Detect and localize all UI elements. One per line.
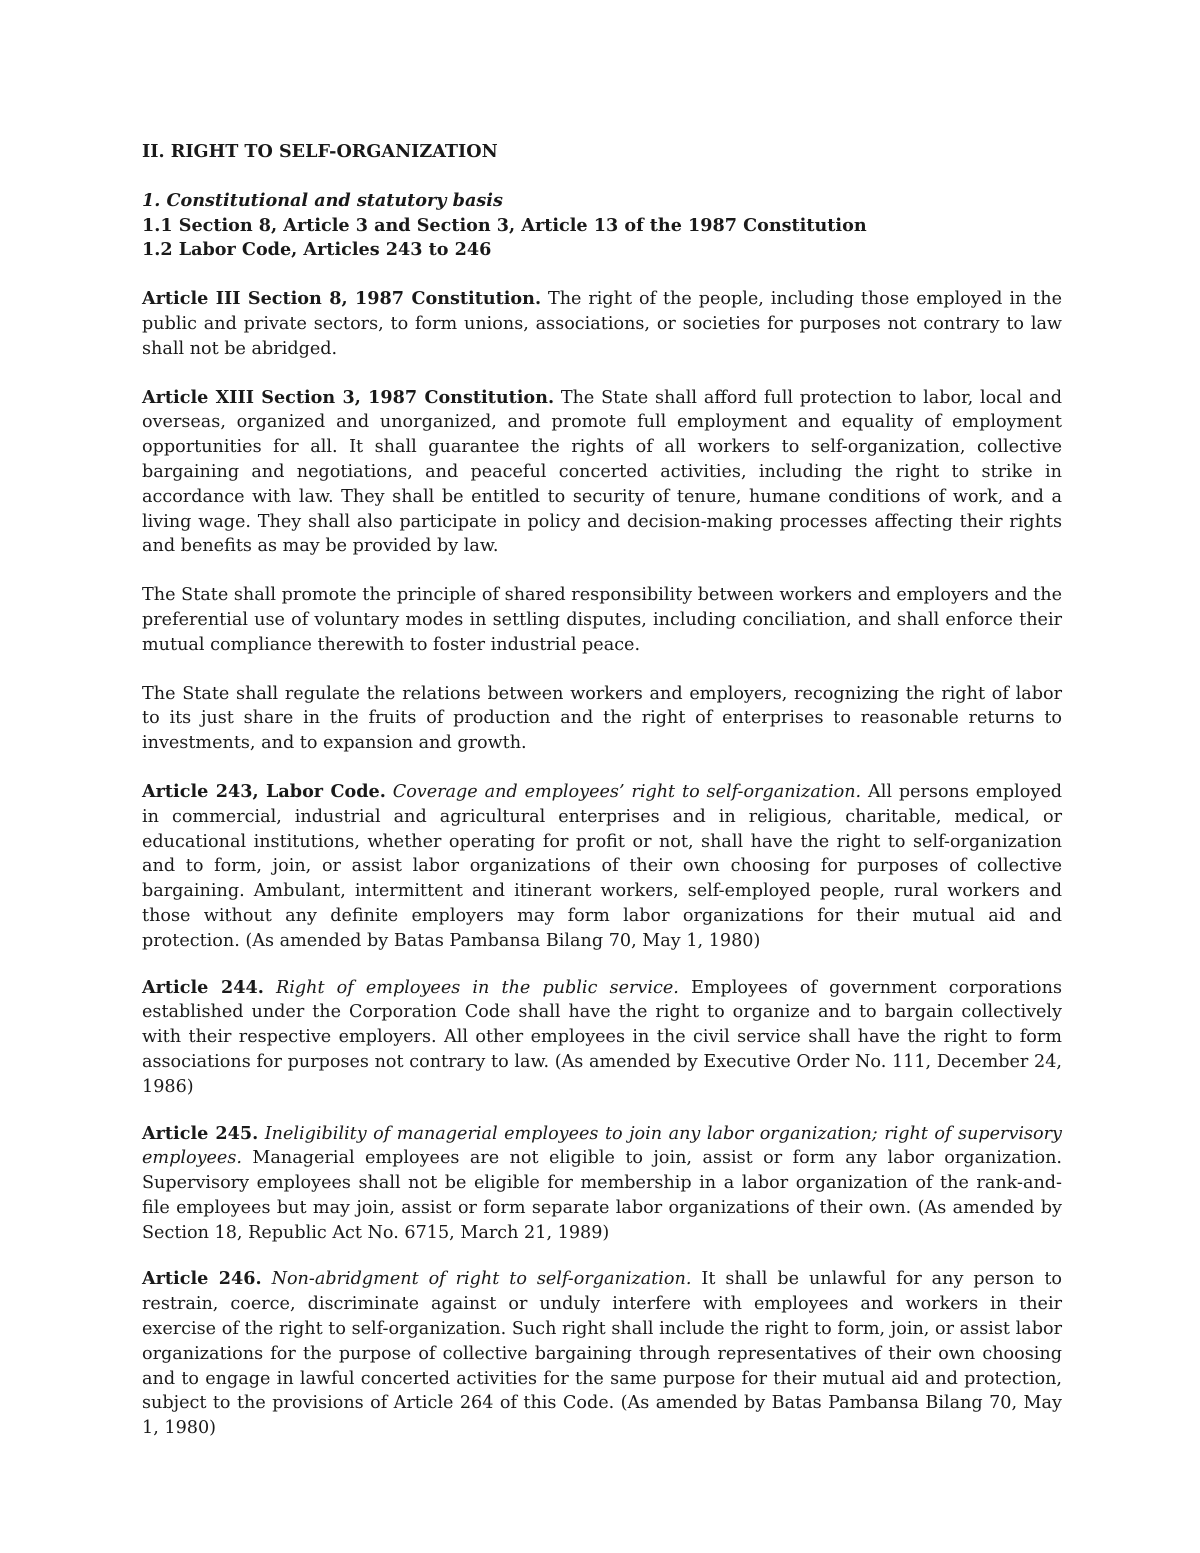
article-3-section-8-body: The right of the people, including those employed in the public and private sectors, to form unions, associations, or societies for purposes not contrary to law shall not be abridged. [142, 289, 1062, 359]
article-243-subtitle: Coverage and employees’ right to self-organization. [385, 781, 862, 802]
article-244-lead: Article 244. [142, 976, 264, 998]
article-244 [142, 976, 1062, 1100]
basis-list [142, 189, 1062, 263]
article-246-subtitle: Non-abridgment of right to self-organization. [261, 1269, 692, 1290]
basis-item-1-2: 1.2 Labor Code, Articles 243 to 246 [142, 239, 492, 261]
article-244-subtitle: Right of employees in the public service. [263, 977, 679, 998]
article-245-body: Managerial employees are not eligible to join, assist or form any labor organization. Supervisory employees shall not be eligible for membership in a labor organization of the rank-and-file employees but may join, assist or form separate labor organizations of their own. (As amended by Section 18, Republic Act No. 6715, March 21, 1989) [142, 1148, 1062, 1243]
article-244-body: Employees of government corporations established under the Corporation Code shall have the right to organize and to bargain collectively with their respective employers. All other employees in the civil service shall have the right to form associations for purposes not contrary to law. (As amended by Executive Order No. 111, December 24, 1986) [142, 977, 1063, 1097]
basis-item-1: 1. Constitutional and statutory basis [142, 189, 503, 211]
section-heading: II. RIGHT TO SELF-ORGANIZATION [142, 141, 498, 162]
article-243 [142, 780, 1062, 954]
article-3-section-8-lead: Article III Section 8, 1987 Constitution. [142, 288, 542, 310]
article-13-section-3 [142, 386, 1062, 560]
article-243-lead: Article 243, Labor Code. [142, 780, 386, 802]
article-13-section-3-body: The State shall afford full protection to labor, local and overseas, organized and unorganized, and promote full employment and equality of employment opportunities for all. It shall guarantee the rights of all workers to self-organization, collective bargaining and negotiations, and peaceful concerted activities, including the right to strike in accordance with law. They shall be entitled to security of tenure, humane conditions of work, and a living wage. They shall also participate in policy and decision-making processes affecting their rights and benefits as may be provided by law. [142, 387, 1062, 557]
article-246 [142, 1267, 1062, 1441]
article-246-body: It shall be unlawful for any person to restrain, coerce, discriminate against or unduly interfere with employees and workers in their exercise of the right to self-organization. Such right shall include the right to form, join, or assist labor organizations for the purpose of collective bargaining through representatives of their own choosing and to engage in lawful concerted activities for the same purpose for their mutual aid and protection, subject to the provisions of Article 264 of this Code. (As amended by Batas Pambansa Bilang 70, May 1, 1980) [142, 1269, 1062, 1439]
article-243-body: All persons employed in commercial, industrial and agricultural enterprises and in religious, charitable, medical, or educational institutions, whether operating for profit or not, shall have the right to self-organization and to form, join, or assist labor organizations of their own choosing for purposes of collective bargaining. Ambulant, intermittent and itinerant workers, self-employed people, rural workers and those without any definite employers may form labor organizations for their mutual aid and protection. (As amended by Batas Pambansa Bilang 70, May 1, 1980) [142, 781, 1062, 951]
basis-item-1-1: 1.1 Section 8, Article 3 and Section 3, Article 13 of the 1987 Constitution [142, 214, 867, 236]
document-page [142, 140, 1062, 1463]
article-246-lead: Article 246. [142, 1268, 262, 1290]
article-3-section-8 [142, 287, 1062, 361]
state-regulate-relations-paragraph: The State shall regulate the relations between workers and employers, recognizing the right of labor to its just share in the fruits of production and the right of enterprises to reasonable returns to investments, and to expansion and growth. [142, 683, 1062, 754]
article-245-subtitle: Ineligibility of managerial employees to join any labor organization; right of supervisory employees. [142, 1123, 1062, 1169]
state-shared-responsibility-paragraph: The State shall promote the principle of shared responsibility between workers and employers and the preferential use of voluntary modes in settling disputes, including conciliation, and shall enforce their mutual compliance therewith to foster industrial peace. [142, 585, 1062, 655]
article-13-section-3-lead: Article XIII Section 3, 1987 Constitution. [142, 386, 555, 408]
article-245 [142, 1122, 1062, 1246]
article-245-lead: Article 245. [142, 1122, 259, 1144]
